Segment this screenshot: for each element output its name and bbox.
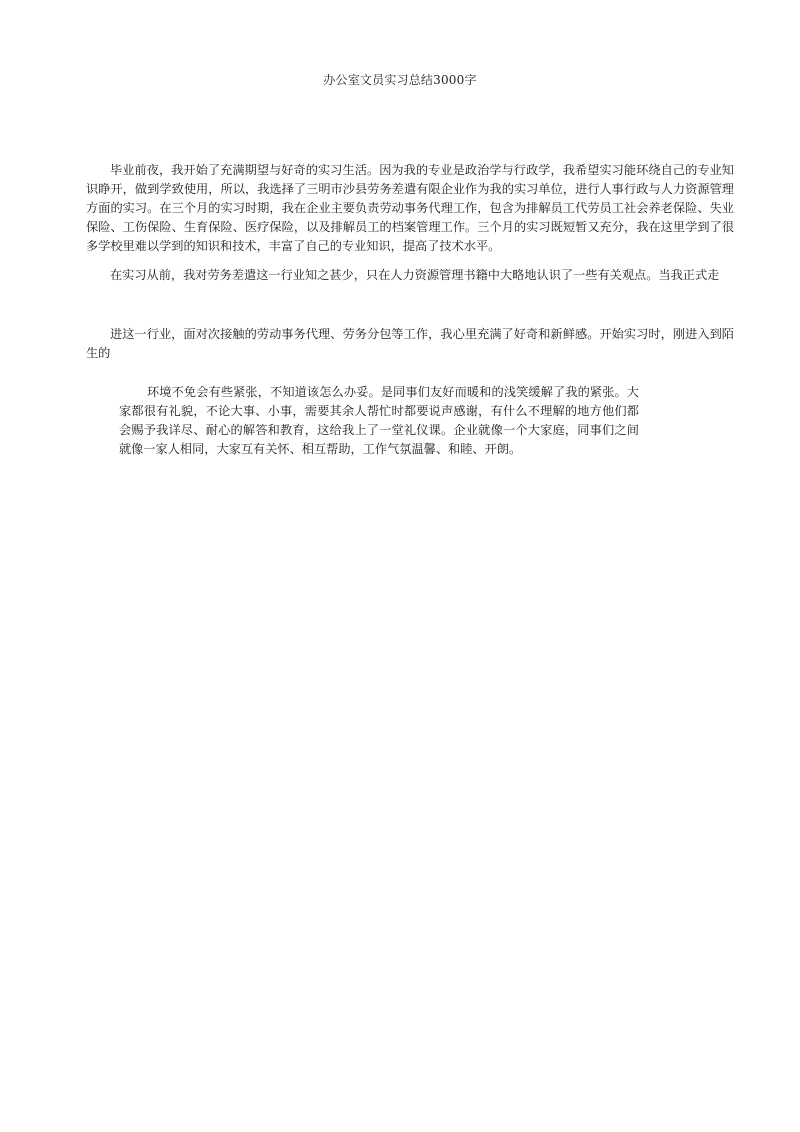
- paragraph-work-environment: 环境不免会有些紧张，不知道该怎么办妥。是同事们友好而暖和的浅笑缓解了我的紧张。大家都很有礼貌，不论大事、小事，需要其余人帮忙时都要说声感谢，有什么不理解的地方他们都会赐予我详尽、耐心的解答和教育，这给我上了一堂礼仪课。企业就像一个大家庭，同事们之间就像一家人相同，大家互有关怀、相互帮助，工作气氛温馨、和睦、开朗。: [119, 385, 639, 456]
- paragraph-before-internship: 在实习从前，我对劳务差遣这一行业知之甚少，只在人力资源管理书籍中大略地认识了一些有关观点。当我正式走: [110, 268, 720, 282]
- document-title: 办公室文员实习总结3000字: [323, 73, 477, 87]
- paragraph-entering-industry: 进这一行业，面对次接触的劳动事务代理、劳务分包等工作，我心里充满了好奇和新鲜感。开始实习时，刚进入到陌生的: [86, 327, 734, 360]
- paragraph-internship-intro: 毕业前夜，我开始了充满期望与好奇的实习生活。因为我的专业是政治学与行政学，我希望实习能环绕自己的专业知识睁开，做到学致使用，所以，我选择了三明市沙县劳务差遣有限企业作为我的实习单位，进行人事行政与人力资源管理方面的实习。在三个月的实习时期，我在企业主要负责劳动事务代理工作，包含为排解员工代劳员工社会养老保险、失业保险、工伤保险、生育保险、医疗保险，以及排解员工的档案管理工作。三个月的实习既短暂又充分，我在这里学到了很多学校里难以学到的知识和技术，丰富了自己的专业知识，提高了技术水平。: [86, 163, 734, 253]
